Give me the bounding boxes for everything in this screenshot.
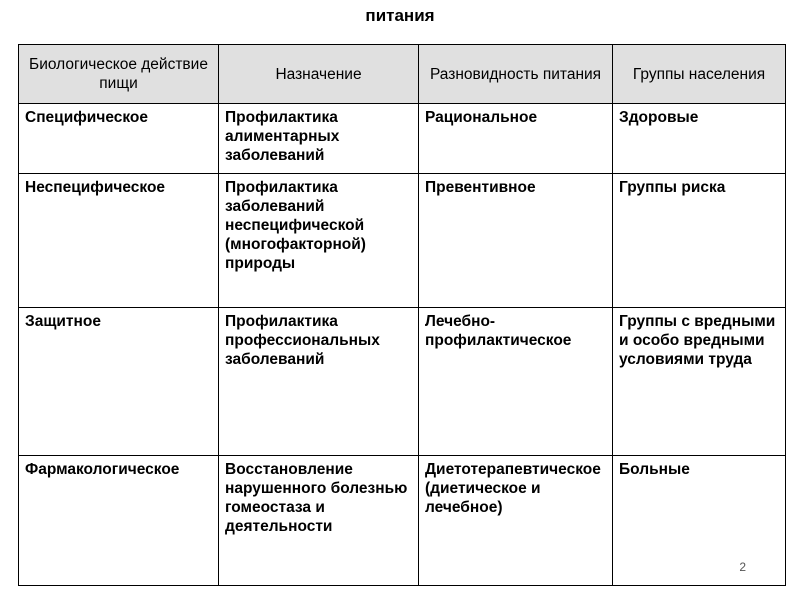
header-purpose: Назначение <box>219 45 419 104</box>
table-row <box>19 308 786 456</box>
table-cell: Рациональное <box>419 104 613 174</box>
table-row <box>19 456 786 586</box>
header-population-groups: Группы населения <box>613 45 786 104</box>
table-row <box>19 174 786 308</box>
table-header-row <box>19 45 786 104</box>
slide-title: питания <box>365 6 435 25</box>
table-cell: Диетотерапевтическое (диетическое и лечебное) <box>419 456 613 586</box>
table-cell: Группы риска <box>613 174 786 308</box>
table-cell: Восстановление нарушенного болезнью гомеостаза и деятельности <box>219 456 419 586</box>
table-cell: Специфическое <box>19 104 219 174</box>
header-nutrition-type: Разновидность питания <box>419 45 613 104</box>
table-cell: Профилактика алиментарных заболеваний <box>219 104 419 174</box>
table-cell: Защитное <box>19 308 219 456</box>
table-cell: Лечебно-профилактическое <box>419 308 613 456</box>
table-cell: Больные <box>613 456 786 586</box>
nutrition-table <box>18 44 786 586</box>
table-cell: Профилактика заболеваний неспецифической (многофакторной) природы <box>219 174 419 308</box>
table-cell: Фармакологическое <box>19 456 219 586</box>
table-row <box>19 104 786 174</box>
table-cell: Здоровые <box>613 104 786 174</box>
page-number: 2 <box>739 560 746 574</box>
table-cell: Группы с вредными и особо вредными условиями труда <box>613 308 786 456</box>
header-biological-action: Биологическое действие пищи <box>19 45 219 104</box>
table-cell: Профилактика профессиональных заболеваний <box>219 308 419 456</box>
table-cell: Неспецифическое <box>19 174 219 308</box>
table-cell: Превентивное <box>419 174 613 308</box>
